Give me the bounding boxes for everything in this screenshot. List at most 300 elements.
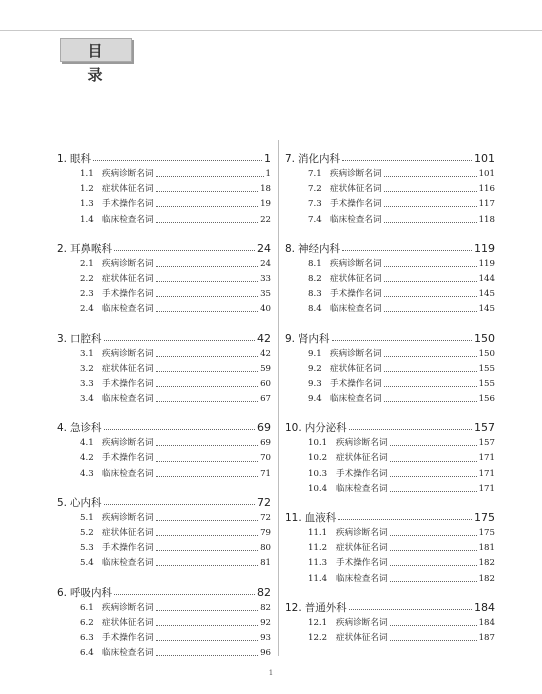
section-entry[interactable] (57, 451, 271, 466)
section-title: 疾病诊断名词 (102, 258, 154, 269)
chapter-title: 呼吸内科 (70, 586, 113, 599)
dot-leader (384, 356, 477, 357)
chapter-page: 184 (474, 600, 495, 614)
dot-leader (390, 491, 477, 492)
section-entry[interactable] (285, 272, 495, 287)
section-number: 12.1 (308, 617, 328, 628)
section-number: 5.2 (80, 528, 94, 538)
section-title: 手术操作名词 (330, 199, 382, 210)
section-number: 2.3 (80, 289, 94, 300)
section-title: 手术操作名词 (102, 543, 154, 554)
section-title: 临床检查名词 (102, 394, 154, 405)
chapter-entry[interactable] (285, 509, 495, 526)
chapter-number: 7. (285, 153, 296, 165)
section-title: 手术操作名词 (330, 378, 382, 389)
section-entry[interactable] (285, 213, 495, 228)
section-entry[interactable] (285, 556, 495, 571)
section-number: 11.3 (308, 558, 328, 569)
chapter-page: 150 (474, 331, 495, 345)
section-page: 171 (478, 453, 495, 464)
section-title: 疾病诊断名词 (330, 169, 382, 179)
chapter-number: 8. (285, 242, 296, 255)
section-page: 67 (260, 394, 271, 405)
section-entry[interactable] (57, 213, 271, 228)
section-number: 5.1 (80, 512, 94, 523)
page-number: 1 (268, 669, 274, 677)
chapter-title: 急诊科 (70, 422, 102, 435)
section-entry[interactable] (57, 257, 271, 272)
section-page: 1 (265, 169, 271, 179)
chapter-page: 82 (257, 585, 271, 599)
section-page: 60 (260, 378, 271, 389)
section-number: 9.2 (308, 363, 322, 374)
section-number: 7.1 (308, 169, 322, 179)
section-entry[interactable] (57, 616, 271, 631)
section-page: 155 (478, 363, 495, 374)
dot-leader (390, 535, 477, 536)
section-title: 手术操作名词 (102, 632, 154, 643)
toc-chapter (57, 584, 271, 662)
section-page: 145 (478, 289, 495, 300)
section-title: 疾病诊断名词 (102, 438, 154, 449)
dot-leader (156, 266, 258, 267)
dot-leader (390, 445, 477, 446)
section-number: 6.3 (80, 632, 94, 643)
chapter-number: 4. (57, 422, 68, 435)
section-page: 24 (260, 258, 271, 269)
section-number: 5.4 (80, 558, 94, 569)
dot-leader (156, 461, 258, 462)
section-number: 9.1 (308, 348, 322, 359)
chapter-entry[interactable] (285, 150, 495, 167)
section-entry[interactable] (285, 392, 495, 407)
dot-leader (338, 519, 472, 520)
section-page: 117 (478, 199, 495, 210)
toc-chapter (285, 150, 495, 228)
chapter-page: 24 (257, 241, 271, 255)
section-number: 3.1 (80, 348, 94, 359)
section-entry[interactable] (57, 302, 271, 317)
chapter-number: 3. (57, 332, 68, 345)
section-number: 8.3 (308, 289, 322, 300)
section-entry[interactable] (285, 616, 495, 631)
section-number: 3.4 (80, 394, 94, 405)
dot-leader (390, 565, 477, 566)
chapter-title: 耳鼻喉科 (70, 242, 113, 255)
section-page: 79 (260, 528, 271, 538)
section-entry[interactable] (285, 197, 495, 212)
section-page: 116 (478, 184, 495, 195)
chapter-entry[interactable] (57, 419, 271, 436)
section-title: 临床检查名词 (102, 468, 154, 479)
section-title: 症状体征名词 (102, 273, 154, 284)
section-entry[interactable] (285, 467, 495, 482)
chapter-entry[interactable] (57, 584, 271, 601)
section-entry[interactable] (285, 377, 495, 392)
dot-leader (384, 401, 477, 402)
dot-leader (156, 222, 258, 223)
section-title: 疾病诊断名词 (102, 348, 154, 359)
dot-leader (384, 191, 477, 192)
section-entry[interactable] (57, 467, 271, 482)
chapter-number: 1. (57, 153, 68, 165)
section-number: 4.3 (80, 468, 94, 479)
section-number: 11.1 (308, 528, 328, 538)
section-page: 182 (478, 558, 495, 569)
section-entry[interactable] (285, 287, 495, 302)
section-title: 临床检查名词 (336, 573, 388, 584)
dot-leader (104, 504, 255, 505)
section-title: 临床检查名词 (102, 304, 154, 315)
toc-right-column (285, 150, 495, 658)
dot-leader (156, 535, 258, 536)
section-page: 81 (260, 558, 271, 569)
section-number: 8.4 (308, 304, 322, 315)
dot-leader (156, 445, 258, 446)
section-number: 4.2 (80, 453, 94, 464)
toc-chapter (285, 240, 495, 318)
section-entry[interactable] (57, 377, 271, 392)
section-number: 6.2 (80, 617, 94, 628)
section-title: 症状体征名词 (102, 617, 154, 628)
chapter-title: 口腔科 (70, 332, 102, 345)
section-page: 181 (478, 543, 495, 554)
section-title: 疾病诊断名词 (336, 438, 388, 449)
section-page: 59 (260, 363, 271, 374)
section-entry[interactable] (285, 436, 495, 451)
section-title: 疾病诊断名词 (102, 169, 154, 179)
section-entry[interactable] (285, 631, 495, 646)
section-title: 临床检查名词 (102, 214, 154, 225)
section-title: 临床检查名词 (102, 648, 154, 659)
section-entry[interactable] (57, 436, 271, 451)
section-page: 22 (260, 214, 271, 225)
section-title: 临床检查名词 (330, 214, 382, 225)
dot-leader (156, 640, 258, 641)
section-title: 症状体征名词 (336, 543, 388, 554)
section-number: 9.4 (308, 394, 322, 405)
dot-leader (156, 176, 264, 177)
section-entry[interactable] (57, 362, 271, 377)
section-page: 171 (478, 483, 495, 494)
section-number: 3.3 (80, 378, 94, 389)
dot-leader (384, 311, 477, 312)
chapter-page: 1 (264, 152, 271, 165)
chapter-number: 11. (285, 512, 302, 524)
section-entry[interactable] (57, 601, 271, 616)
section-number: 1.3 (80, 199, 94, 210)
dot-leader (156, 311, 258, 312)
section-entry[interactable] (285, 257, 495, 272)
section-number: 10.4 (308, 483, 328, 494)
column-divider (278, 140, 279, 656)
section-title: 临床检查名词 (102, 558, 154, 569)
section-title: 手术操作名词 (102, 199, 154, 210)
section-entry[interactable] (285, 167, 495, 182)
section-number: 4.1 (80, 438, 94, 449)
section-page: 182 (478, 573, 495, 584)
section-number: 2.2 (80, 273, 94, 284)
section-page: 118 (478, 214, 495, 225)
section-title: 症状体征名词 (336, 453, 388, 464)
section-title: 临床检查名词 (330, 304, 382, 315)
section-entry[interactable] (57, 167, 271, 182)
toc-chapter (57, 330, 271, 408)
section-entry[interactable] (285, 182, 495, 197)
section-entry[interactable] (285, 347, 495, 362)
dot-leader (104, 429, 255, 430)
dot-leader (156, 281, 258, 282)
toc-chapter (285, 330, 495, 408)
dot-leader (384, 281, 477, 282)
dot-leader (156, 610, 258, 611)
section-number: 1.4 (80, 214, 94, 225)
section-title: 手术操作名词 (102, 453, 154, 464)
section-page: 42 (260, 348, 271, 359)
toc-chapter (57, 150, 271, 228)
section-entry[interactable] (57, 646, 271, 661)
section-page: 145 (478, 304, 495, 315)
chapter-page: 101 (474, 152, 495, 165)
section-page: 72 (260, 512, 271, 523)
section-number: 7.2 (308, 184, 322, 195)
section-page: 19 (260, 199, 271, 210)
chapter-entry[interactable] (57, 330, 271, 347)
chapter-title: 眼科 (70, 153, 92, 165)
dot-leader (390, 476, 477, 477)
section-number: 10.1 (308, 438, 328, 449)
section-page: 82 (260, 602, 271, 613)
section-number: 10.3 (308, 468, 328, 479)
chapter-title: 血液科 (304, 512, 337, 524)
toc-chapter (285, 419, 495, 497)
dot-leader (384, 206, 477, 207)
section-number: 7.3 (308, 199, 322, 210)
section-title: 疾病诊断名词 (336, 617, 388, 628)
section-title: 手术操作名词 (330, 289, 382, 300)
section-entry[interactable] (57, 511, 271, 526)
dot-leader (342, 250, 472, 251)
dot-leader (156, 206, 258, 207)
dot-leader (332, 340, 472, 341)
section-title: 临床检查名词 (330, 394, 382, 405)
chapter-title: 心内科 (70, 496, 102, 509)
section-title: 疾病诊断名词 (330, 348, 382, 359)
section-number: 1.2 (80, 184, 94, 195)
section-page: 150 (478, 348, 495, 359)
dot-leader (156, 520, 258, 521)
dot-leader (390, 461, 477, 462)
section-page: 69 (260, 438, 271, 449)
section-page: 35 (260, 289, 271, 300)
section-title: 手术操作名词 (336, 468, 388, 479)
section-page: 101 (478, 169, 495, 179)
section-title: 疾病诊断名词 (102, 512, 154, 523)
section-number: 12.2 (308, 632, 328, 643)
chapter-page: 42 (257, 331, 271, 345)
toc-chapter (57, 240, 271, 318)
dot-leader (390, 550, 477, 551)
chapter-entry[interactable] (285, 330, 495, 347)
section-entry[interactable] (57, 631, 271, 646)
section-page: 157 (478, 438, 495, 449)
section-number: 8.2 (308, 273, 322, 284)
section-entry[interactable] (57, 182, 271, 197)
dot-leader (156, 476, 258, 477)
dot-leader (349, 429, 472, 430)
section-page: 96 (260, 648, 271, 659)
section-page: 171 (478, 468, 495, 479)
section-title: 症状体征名词 (330, 363, 382, 374)
section-page: 33 (260, 273, 271, 284)
section-entry[interactable] (57, 272, 271, 287)
section-number: 9.3 (308, 378, 322, 389)
section-entry[interactable] (57, 347, 271, 362)
chapter-page: 69 (257, 421, 271, 435)
section-page: 93 (260, 632, 271, 643)
section-entry[interactable] (57, 541, 271, 556)
chapter-number: 9. (285, 332, 296, 345)
dot-leader (156, 655, 258, 656)
dot-leader (156, 625, 258, 626)
toc-chapter (285, 509, 495, 587)
section-entry[interactable] (285, 302, 495, 317)
section-number: 7.4 (308, 214, 322, 225)
section-page: 80 (260, 543, 271, 554)
chapter-number: 5. (57, 496, 68, 509)
dot-leader (114, 594, 255, 595)
section-page: 70 (260, 453, 271, 464)
chapter-number: 10. (285, 422, 302, 435)
section-title: 症状体征名词 (102, 184, 154, 195)
dot-leader (384, 371, 477, 372)
section-title: 手术操作名词 (102, 378, 154, 389)
dot-leader (384, 296, 477, 297)
section-page: 40 (260, 304, 271, 315)
dot-leader (349, 609, 472, 610)
section-title: 临床检查名词 (336, 483, 388, 494)
dot-leader (390, 581, 477, 582)
section-entry[interactable] (285, 572, 495, 587)
chapter-title: 肾内科 (298, 332, 330, 345)
section-title: 疾病诊断名词 (336, 528, 388, 538)
chapter-page: 157 (474, 421, 495, 435)
section-number: 5.3 (80, 543, 94, 554)
section-title: 手术操作名词 (102, 289, 154, 300)
dot-leader (384, 386, 477, 387)
section-number: 3.2 (80, 363, 94, 374)
chapter-title: 消化内科 (298, 153, 341, 165)
dot-leader (104, 340, 255, 341)
chapter-page: 72 (257, 495, 271, 509)
section-title: 症状体征名词 (330, 273, 382, 284)
section-page: 187 (478, 632, 495, 643)
dot-leader (156, 401, 258, 402)
dot-leader (156, 371, 258, 372)
section-page: 184 (478, 617, 495, 628)
chapter-number: 6. (57, 586, 68, 599)
section-number: 11.2 (308, 543, 328, 554)
section-entry[interactable] (285, 526, 495, 541)
dot-leader (390, 625, 477, 626)
section-number: 8.1 (308, 258, 322, 269)
dot-leader (114, 250, 255, 251)
chapter-entry[interactable] (57, 494, 271, 511)
chapter-title: 内分泌科 (304, 422, 347, 435)
section-entry[interactable] (285, 541, 495, 556)
dot-leader (156, 191, 258, 192)
section-number: 1.1 (80, 169, 94, 179)
section-entry[interactable] (57, 287, 271, 302)
chapter-entry[interactable] (285, 599, 495, 616)
chapter-number: 2. (57, 242, 68, 255)
section-page: 71 (260, 468, 271, 479)
dot-leader (156, 356, 258, 357)
toc-chapter (57, 419, 271, 482)
section-page: 155 (478, 378, 495, 389)
dot-leader (384, 176, 477, 177)
dot-leader (156, 565, 258, 566)
section-entry[interactable] (285, 482, 495, 497)
section-number: 6.4 (80, 648, 94, 659)
chapter-entry[interactable] (57, 150, 271, 167)
dot-leader (93, 160, 262, 161)
chapter-entry[interactable] (285, 419, 495, 436)
dot-leader (384, 266, 477, 267)
section-title: 症状体征名词 (330, 184, 382, 195)
section-title: 症状体征名词 (336, 632, 388, 643)
section-number: 10.2 (308, 453, 328, 464)
section-entry[interactable] (57, 526, 271, 541)
toc-chapter (285, 599, 495, 646)
section-entry[interactable] (57, 556, 271, 571)
dot-leader (156, 550, 258, 551)
dot-leader (384, 222, 477, 223)
section-number: 11.4 (308, 573, 328, 584)
section-title: 疾病诊断名词 (102, 602, 154, 613)
section-entry[interactable] (285, 362, 495, 377)
chapter-title: 普通外科 (304, 601, 347, 614)
chapter-number: 12. (285, 601, 302, 614)
chapter-title: 神经内科 (298, 242, 341, 255)
section-title: 症状体征名词 (102, 528, 154, 538)
section-number: 2.4 (80, 304, 94, 315)
chapter-page: 175 (474, 511, 495, 524)
section-page: 156 (478, 394, 495, 405)
dot-leader (156, 386, 258, 387)
dot-leader (342, 160, 472, 161)
toc-chapter (57, 494, 271, 572)
page-title: 目 录 (60, 38, 132, 62)
section-page: 92 (260, 617, 271, 628)
section-number: 2.1 (80, 258, 94, 269)
section-entry[interactable] (57, 392, 271, 407)
dot-leader (390, 640, 477, 641)
section-entry[interactable] (285, 451, 495, 466)
section-number: 6.1 (80, 602, 94, 613)
chapter-page: 119 (474, 241, 495, 255)
chapter-entry[interactable] (57, 240, 271, 257)
chapter-entry[interactable] (285, 240, 495, 257)
section-entry[interactable] (57, 197, 271, 212)
section-title: 手术操作名词 (336, 558, 388, 569)
section-page: 175 (478, 528, 495, 538)
section-title: 症状体征名词 (102, 363, 154, 374)
section-page: 119 (478, 258, 495, 269)
dot-leader (156, 296, 258, 297)
section-page: 144 (478, 273, 495, 284)
section-page: 18 (260, 184, 271, 195)
